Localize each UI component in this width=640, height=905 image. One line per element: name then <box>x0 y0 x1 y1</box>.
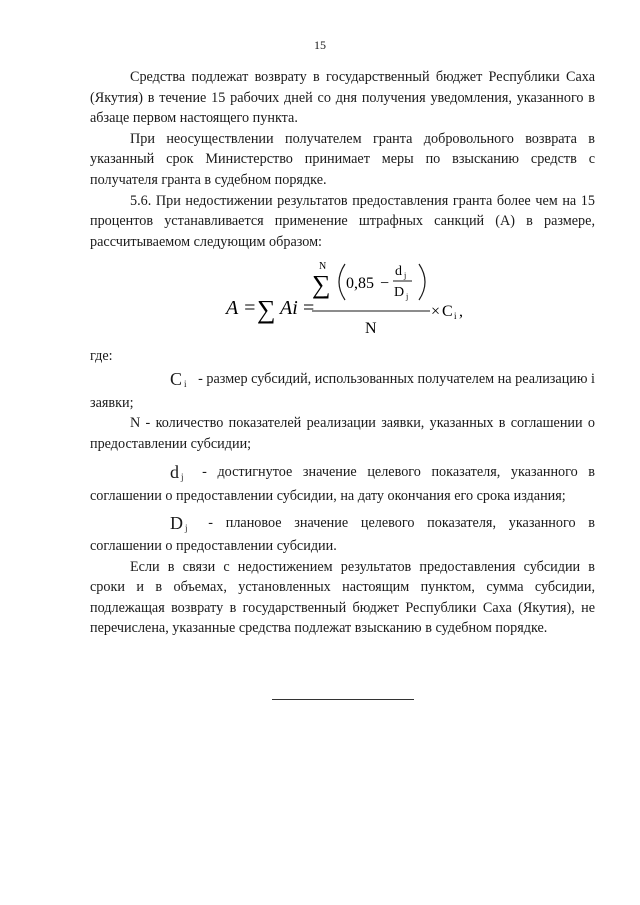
definition-ci-text: - размер субсидий, использованных получателем на реализацию i заявки; <box>90 370 596 411</box>
formula-inner-sum-symbol: ∑ <box>312 270 331 300</box>
formula-c-sub: i <box>454 311 457 322</box>
definition-n: N - количество показателей реализации заявки, указанных в соглашении о предоставлении субсидии; <box>90 415 595 452</box>
formula-graphic <box>90 256 595 346</box>
definition-ci <box>90 367 595 413</box>
formula-times: × <box>431 303 441 321</box>
paragraph-enforcement: При неосуществлении получателем гранта добровольного возврата в указанный срок Министерство принимает меры по взысканию средств с получателя гранта в судебном порядке. <box>90 130 595 188</box>
paragraph-refund-deadline: Средства подлежат возврату в государственный бюджет Республики Саха (Якутия) в течение 15 рабочих дней со дня получения уведомления, указанного в абзаце первом настоящего пункта. <box>90 69 595 127</box>
symbol-Dj: D $_j$ <box>170 512 188 533</box>
where-label: где: <box>90 348 113 365</box>
right-paren <box>419 264 425 300</box>
formula-c: C <box>442 303 453 321</box>
formula-num-sub: j <box>404 271 407 281</box>
paragraph-penalty-clause: 5.6. При недостижении результатов предоставления гранта более чем на 15 процентов устанавливается применение штрафных санкций (А) в размере, рассчитываемом следующим образом: <box>90 192 595 250</box>
symbol-dj: d $_j$ <box>170 462 184 483</box>
definition-Dj <box>90 511 595 557</box>
formula-comma: , <box>459 303 463 321</box>
page-number: 15 <box>314 38 326 52</box>
formula-den-d: D <box>394 285 405 301</box>
definition-dj-text: - достигнутое значение целевого показателя, указанного в соглашении о предоставлении субсидии, на дату окончания его срока издания; <box>90 464 596 504</box>
formula-upper-limit: N <box>319 261 327 273</box>
formula-equals: = <box>303 297 315 320</box>
formula-denominator: N <box>365 320 377 338</box>
definition-dj <box>90 460 595 506</box>
symbol-ci: C $_i$ <box>170 368 187 389</box>
formula-den-sub: j <box>406 292 409 302</box>
formula-constant: 0,85 <box>346 275 374 293</box>
left-paren <box>339 264 345 300</box>
formula-minus: − <box>380 275 390 293</box>
document-body <box>90 67 595 639</box>
formula-ai: Ai <box>280 297 298 320</box>
formula-lhs: A = <box>226 297 257 320</box>
paragraph-final: Если в связи с недостижением результатов предоставления субсидии в сроки и в объемах, установленных настоящим пунктом, сумма субсидии, подлежащая возврату в государственный бюджет Республики Саха (Якутия), не перечислена, указанные средства подлежат взысканию в судебном порядке. <box>90 558 595 637</box>
formula-sum-symbol: ∑ <box>257 295 276 325</box>
penalty-formula <box>90 256 595 346</box>
end-of-document-line <box>272 699 414 700</box>
formula-num-d: d <box>395 264 402 280</box>
definition-Dj-text: - плановое значение целевого показателя, указанного в соглашении о предоставлении субсидии. <box>90 514 595 555</box>
